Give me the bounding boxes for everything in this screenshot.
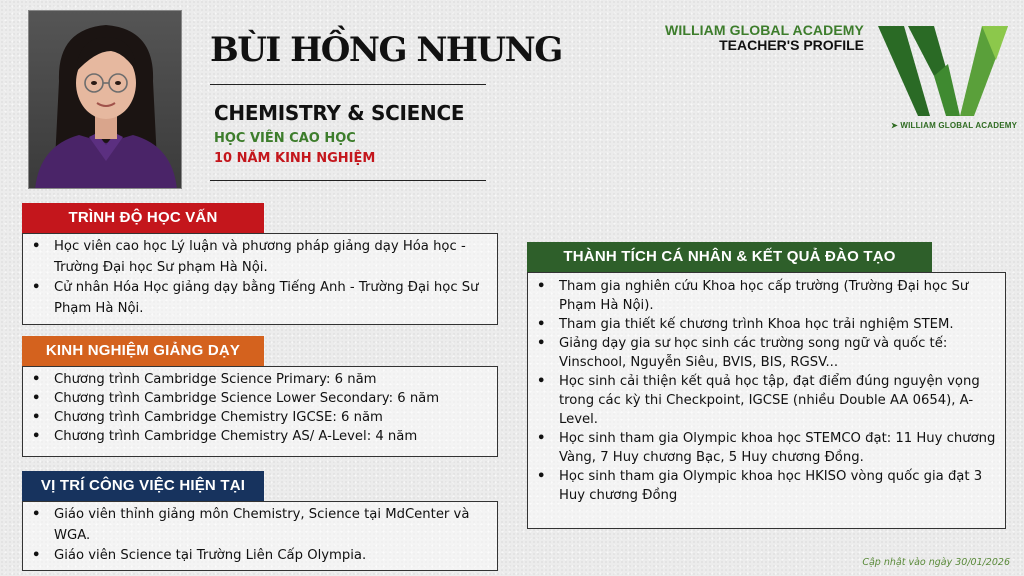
education-list [23, 237, 489, 319]
achievement-item: • Giảng dạy gia sư học sinh các trường song ngữ và quốc tế: Vinschool, Nguyễn Siêu, BVIS, BIS, RGSV... [528, 334, 997, 372]
logo-arrow-icon: ➤ [891, 121, 901, 130]
achievement-item: • Tham gia thiết kế chương trình Khoa học trải nghiệm STEM. [528, 315, 997, 334]
achievement-item: • Học sinh tham gia Olympic khoa học STEMCO đạt: 11 Huy chương Vàng, 7 Huy chương Bạc, 5 Huy chương Đồng. [528, 429, 997, 467]
teacher-name: BÙI HỒNG NHUNG [210, 30, 562, 70]
teaching-item: • Chương trình Cambridge Science Primary: 6 năm [23, 370, 489, 389]
current-heading: VỊ TRÍ CÔNG VIỆC HIỆN TẠI [22, 471, 264, 501]
achievement-item: • Học sinh cải thiện kết quả học tập, đạt điểm đúng nguyện vọng trong các kỳ thi Checkpoint, IGCSE (nhiều Double AA 0654), A-Level. [528, 372, 997, 429]
achievements-box [527, 272, 1006, 529]
teacher-subject: CHEMISTRY & SCIENCE [214, 101, 465, 125]
education-box [22, 233, 498, 325]
teacher-portrait-image [29, 11, 182, 189]
logo-caption-text: WILLIAM GLOBAL ACADEMY [900, 121, 1018, 130]
teaching-item: • Chương trình Cambridge Chemistry AS/ A-Level: 4 năm [23, 427, 489, 446]
current-box [22, 501, 498, 571]
brand-subtitle: TEACHER'S PROFILE [719, 37, 864, 53]
education-item: • Học viên cao học Lý luận và phương pháp giảng dạy Hóa học - Trường Đại học Sư phạm Hà Nội. [23, 237, 489, 278]
teacher-degree: HỌC VIÊN CAO HỌC [214, 131, 356, 146]
current-item: • Giáo viên Science tại Trường Liên Cấp Olympia. [23, 546, 489, 567]
teaching-item: • Chương trình Cambridge Science Lower Secondary: 6 năm [23, 389, 489, 408]
achievement-item: • Tham gia nghiên cứu Khoa học cấp trường (Trường Đại học Sư Phạm Hà Nội). [528, 277, 997, 315]
brand-title: WILLIAM GLOBAL ACADEMY [665, 22, 864, 38]
logo-caption [891, 121, 1017, 130]
teaching-list [23, 370, 489, 446]
name-divider [210, 84, 486, 85]
achievement-item: • Học sinh tham gia Olympic khoa học HKISO vòng quốc gia đạt 3 Huy chương Đồng [528, 467, 997, 505]
teacher-experience: 10 NĂM KINH NGHIỆM [214, 151, 376, 166]
achievements-heading: THÀNH TÍCH CÁ NHÂN & KẾT QUẢ ĐÀO TẠO [527, 242, 932, 272]
current-list [23, 505, 489, 567]
wga-logo-icon [878, 24, 1008, 118]
teaching-item: • Chương trình Cambridge Chemistry IGCSE: 6 năm [23, 408, 489, 427]
subject-divider [210, 180, 486, 181]
teaching-box [22, 366, 498, 457]
education-item: • Cử nhân Hóa Học giảng dạy bằng Tiếng Anh - Trường Đại học Sư Phạm Hà Nội. [23, 278, 489, 319]
teacher-photo [28, 10, 182, 189]
updated-date: Cập nhật vào ngày 30/01/2026 [862, 557, 1010, 568]
education-heading: TRÌNH ĐỘ HỌC VẤN [22, 203, 264, 233]
achievements-list [528, 277, 997, 505]
current-item: • Giáo viên thỉnh giảng môn Chemistry, Science tại MdCenter và WGA. [23, 505, 489, 546]
teaching-heading: KINH NGHIỆM GIẢNG DẠY [22, 336, 264, 366]
